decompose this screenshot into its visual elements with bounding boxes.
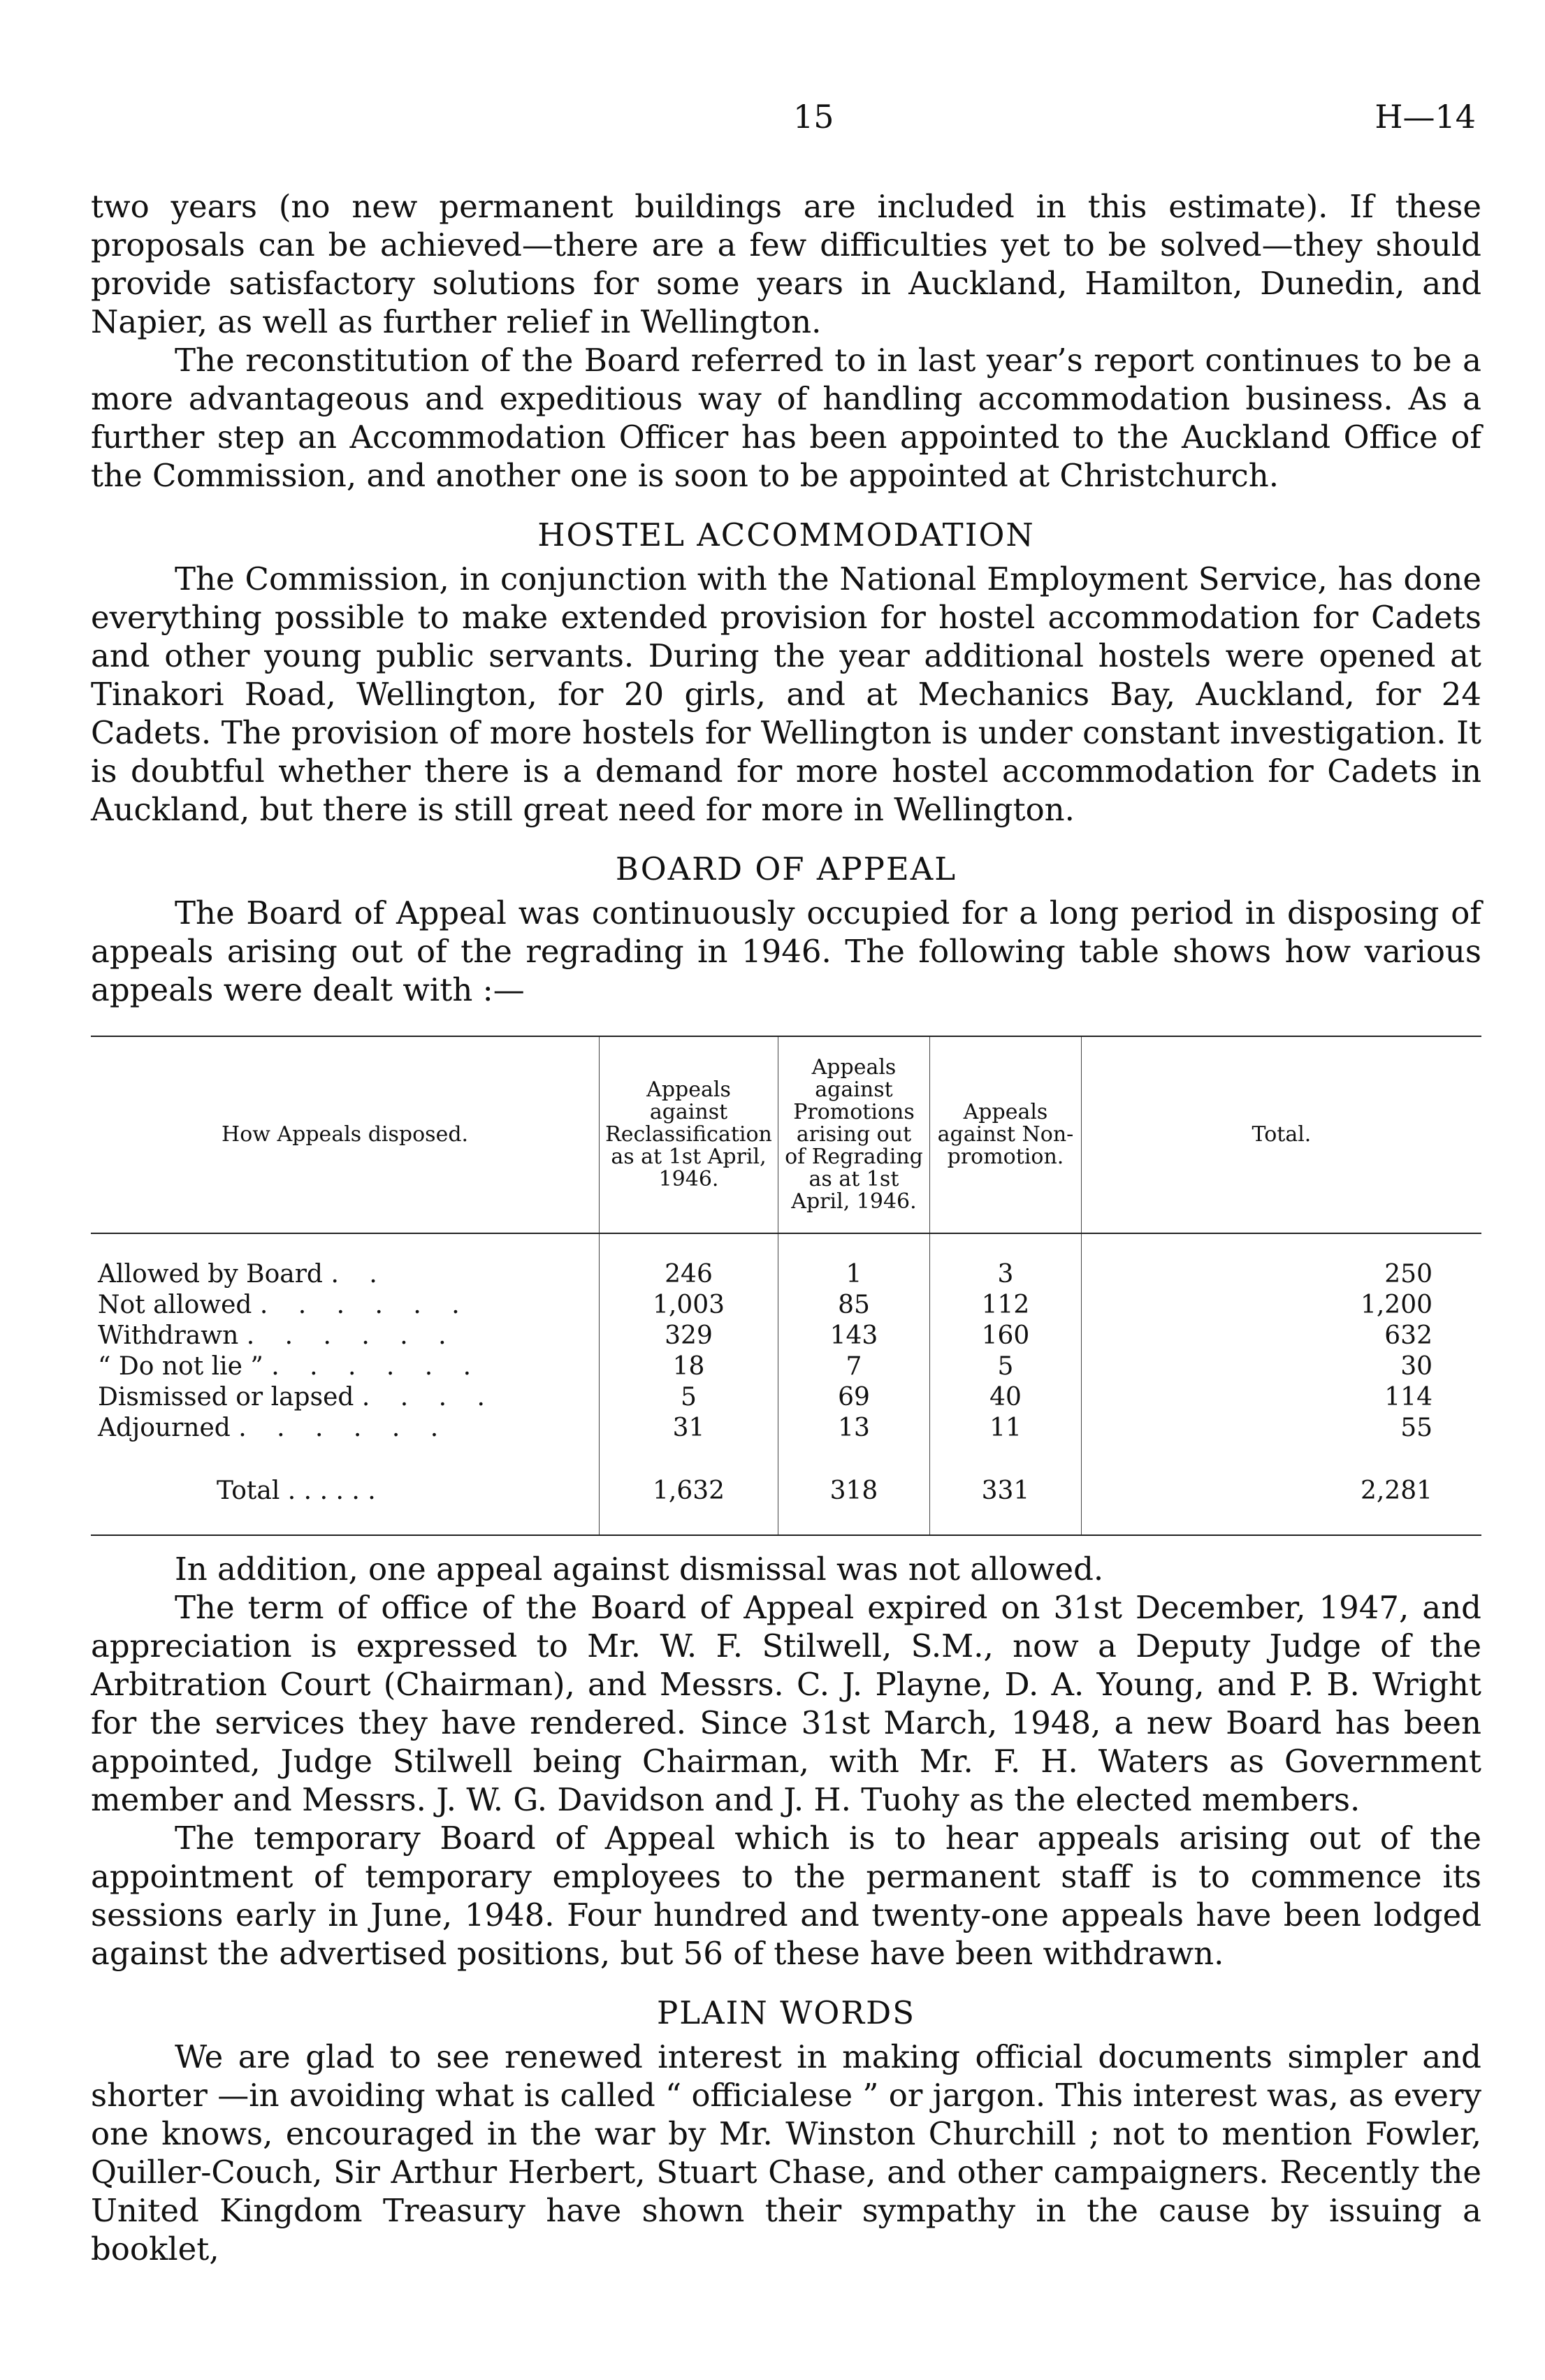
table-row [91,1233,1481,1290]
table-row [91,1413,1481,1444]
cell-total: 1,200 [1081,1290,1481,1321]
page-body [91,187,1481,2268]
appeal-paragraph-3: The term of office of the Board of Appeal expired on 31st December, 1947, and appreciation is expressed to Mr. W. F. Stilwell, S.M., now a Deputy Judge of the Arbitration Court (Chairman), and Messrs. C. J. Playne, D. A. Young, and P. B. Wright for the services they have rendered. Since 31st March, 1948, a new Board has been appointed, Judge Stilwell being Chairman, with Mr. F. H. Waters as Government member and Messrs. J. W. G. Davidson and J. H. Tuohy as the elected members. [91,1589,1481,1818]
table-row [91,1382,1481,1413]
cell-nonpromo: 5 [930,1351,1082,1382]
page-header [91,98,1481,140]
hostel-paragraph: The Commission, in conjunction with the National Employment Service, has done everything possible to make extended provision for hostel accommodation for Cadets and other young public servants. During the year additional hostels were opened at Tinakori Road, Wellington, for 20 girls, and at Mechanics Bay, Auckland, for 24 Cadets. The provision of more hostels for Wellington is under constant investigation. It is doubtful whether there is a demand for more hostel accommodation for Cadets in Auckland, but there is still great need for more in Wellington. [91,560,1481,828]
header-promotions: Appeals against Promotions arising out of Regrading as at 1st April, 1946. [778,1036,929,1233]
table-total-row [91,1444,1481,1535]
total-promo: 318 [778,1444,929,1535]
total-total: 2,281 [1081,1444,1481,1535]
cell-total: 250 [1081,1233,1481,1290]
cell-reclass: 1,003 [600,1290,778,1321]
cell-reclass: 5 [600,1382,778,1413]
header-non-promotion: Appeals against Non-promotion. [930,1036,1082,1233]
total-label: Total . . . . . . [91,1444,600,1535]
cell-nonpromo: 40 [930,1382,1082,1413]
plain-words-heading: PLAIN WORDS [656,1994,916,2031]
appeals-table-body [91,1233,1481,1535]
table-row [91,1351,1481,1382]
cell-total: 632 [1081,1321,1481,1351]
cell-promo: 143 [778,1321,929,1351]
header-how-disposed: How Appeals disposed. [91,1036,600,1233]
total-nonpromo: 331 [930,1444,1082,1535]
page-number: 15 [793,98,834,136]
cell-total: 30 [1081,1351,1481,1382]
cell-nonpromo: 3 [930,1233,1082,1290]
table-row [91,1290,1481,1321]
appeal-paragraph-4: The temporary Board of Appeal which is to hear appeals arising out of the appointment of temporary employees to the permanent staff is to commence its sessions early in June, 1948. Four hundred and twenty-one appeals have been lodged against the advertised positions, but 56 of these have been withdrawn. [91,1820,1481,1972]
total-reclass: 1,632 [600,1444,778,1535]
header-total: Total. [1081,1036,1481,1233]
cell-reclass: 18 [600,1351,778,1382]
cell-promo: 7 [778,1351,929,1382]
table-row [91,1321,1481,1351]
row-label: Dismissed or lapsed . . . . [98,1383,496,1412]
cell-reclass: 329 [600,1321,778,1351]
cell-total: 114 [1081,1382,1481,1413]
cell-nonpromo: 112 [930,1290,1082,1321]
row-label: Allowed by Board . . [98,1260,389,1289]
cell-promo: 1 [778,1233,929,1290]
cell-reclass: 31 [600,1413,778,1444]
document-reference: H—14 [1374,98,1476,136]
header-reclassification: Appeals against Reclassification as at 1st April, 1946. [600,1036,778,1233]
hostel-heading: HOSTEL ACCOMMODATION [537,516,1035,553]
appeal-intro-paragraph: The Board of Appeal was continuously occupied for a long period in disposing of appeals arising out of the regrading in 1946. The following table shows how various appeals were dealt with :— [91,894,1481,1008]
board-of-appeal-heading: BOARD OF APPEAL [615,850,957,887]
cell-promo: 85 [778,1290,929,1321]
row-label: Not allowed . . . . . . [98,1291,471,1319]
cell-reclass: 246 [600,1233,778,1290]
appeal-paragraph-2: In addition, one appeal against dismissal was not allowed. [175,1551,1104,1588]
intro-paragraph-1: two years (no new permanent buildings are included in this estimate). If these proposals can be achieved—there are a few difficulties yet to be solved—they should provide satisfactory solutions for some years in Auckland, Hamilton, Dunedin, and Napier, as well as further relief in Wellington. [91,188,1481,340]
cell-total: 55 [1081,1413,1481,1444]
cell-nonpromo: 11 [930,1413,1082,1444]
appeals-table [91,1036,1481,1536]
intro-paragraph-2: The reconstitution of the Board referred to in last year’s report continues to be a more advantageous and expeditious way of handling accommodation business. As a further step an Accommodation Officer has been appointed to the Auckland Office of the Commission, and another one is soon to be appointed at Christchurch. [91,342,1481,494]
row-label: Withdrawn . . . . . . [98,1321,458,1350]
cell-promo: 69 [778,1382,929,1413]
appeals-table-header [91,1036,1481,1233]
plain-words-paragraph: We are glad to see renewed interest in making official documents simpler and shorter —in avoiding what is called “ officialese ” or jargon. This interest was, as every one knows, encouraged in the war by Mr. Winston Churchill ; not to mention Fowler, Quiller-Couch, Sir Arthur Herbert, Stuart Chase, and other campaigners. Recently the United Kingdom Treasury have shown their sympathy in the cause by issuing a booklet, [91,2038,1481,2267]
row-label: “ Do not lie ” . . . . . . [98,1352,483,1381]
cell-promo: 13 [778,1413,929,1444]
cell-nonpromo: 160 [930,1321,1082,1351]
row-label: Adjourned . . . . . . [98,1414,450,1442]
